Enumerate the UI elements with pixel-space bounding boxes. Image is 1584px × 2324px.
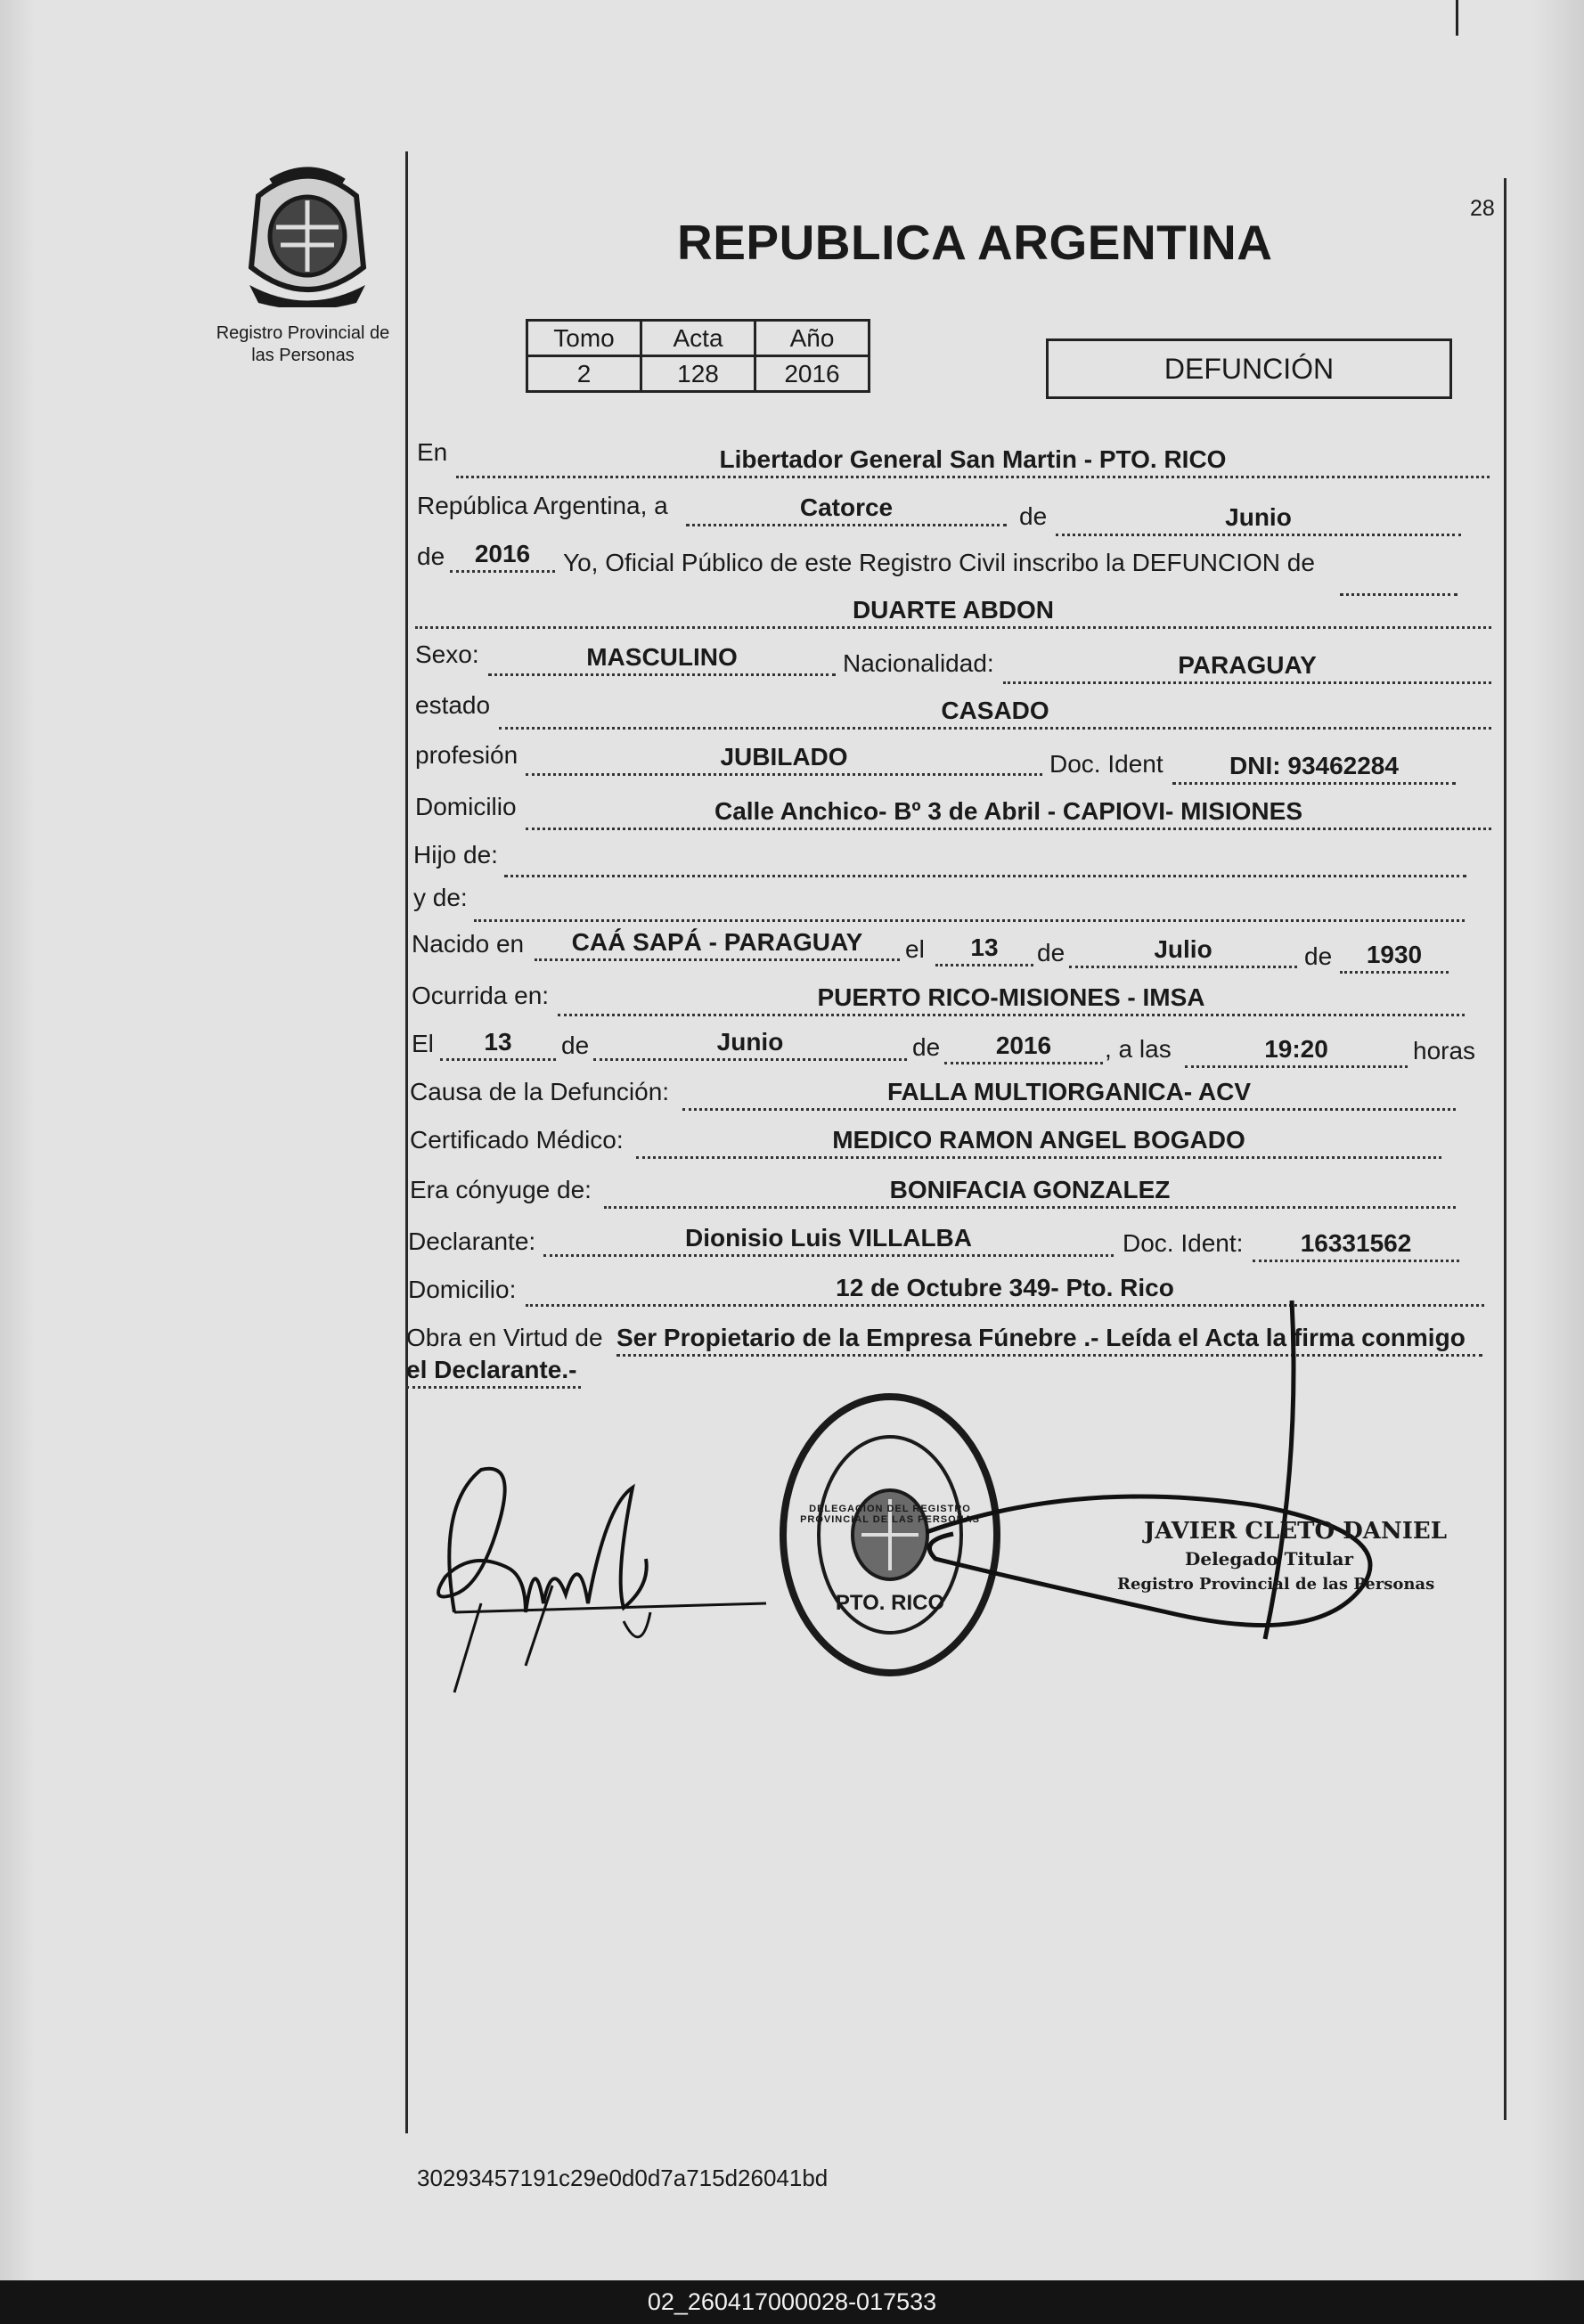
file-footer: 02_260417000028-017533 [0,2280,1584,2324]
field-doc: DNI: 93462284 [1172,750,1456,785]
registry-value-anio: 2016 [755,356,870,392]
registry-value-tomo: 2 [527,356,641,392]
label-de-1: de [1019,502,1048,530]
official-office: Registro Provincial de las Personas [1117,1575,1435,1594]
label-de-2: de [417,542,445,570]
label-causa: Causa de la Defunción: [410,1078,670,1105]
label-de-6: de [912,1033,941,1061]
field-ocurrida: PUERTO RICO-MISIONES - IMSA [558,982,1465,1016]
field-obra-1: Ser Propietario de la Empresa Fúnebre .- Leída el Acta la firma conmigo [616,1322,1482,1357]
registry-value-acta: 128 [641,356,755,392]
label-de-3: de [1037,939,1066,966]
field-hora: 19:20 [1185,1033,1408,1068]
declarant-signature-icon [401,1452,775,1701]
official-role: Delegado Titular [1185,1548,1353,1570]
field-causa: FALLA MULTIORGANICA- ACV [682,1076,1456,1111]
field-nacido-dia: 13 [935,932,1033,966]
field-muerte-anio: 2016 [944,1030,1103,1064]
field-place: Libertador General San Martin - PTO. RICO [456,444,1490,478]
label-domicilio-2: Domicilio: [408,1276,517,1303]
field-domicilio: Calle Anchico- Bº 3 de Abril - CAPIOVI- MISIONES [526,795,1491,830]
label-doc: Doc. Ident [1049,750,1164,778]
field-estado: CASADO [499,695,1491,730]
label-declarante-doc: Doc. Ident: [1123,1229,1244,1257]
page-edge-shadow [0,0,36,2280]
margin-rule-right [1504,178,1506,2120]
field-statement-continuation [1340,561,1457,596]
field-year: 2016 [450,538,555,573]
field-y-de [474,887,1465,922]
label-en: En [417,438,448,466]
label-horas: horas [1413,1037,1476,1064]
page-edge-shadow-right [1531,0,1584,2280]
label-certificado: Certificado Médico: [410,1126,624,1154]
label-nacido: Nacido en [412,930,525,958]
registry-table [526,319,870,393]
document-hash: 30293457191c29e0d0d7a715d26041bd [417,2165,829,2191]
official-signature-icon [900,1292,1470,1666]
seal-inner-text: PTO. RICO [835,1591,945,1615]
field-declarante-doc: 16331562 [1253,1227,1459,1262]
label-ocurrida: Ocurrida en: [412,982,550,1009]
field-sexo: MASCULINO [488,641,836,676]
label-nacionalidad: Nacionalidad: [843,649,994,677]
label-declarante: Declarante: [408,1227,536,1255]
label-el: el [905,935,925,963]
label-republica: República Argentina, a [417,492,668,519]
province-emblem-icon [241,160,374,307]
field-month: Junio [1056,501,1461,536]
field-day-words: Catorce [686,492,1007,526]
field-obra-2: el Declarante.- [406,1354,581,1389]
label-sexo: Sexo: [415,640,479,668]
field-muerte-dia: 13 [440,1026,556,1061]
field-declarante: Dionisio Luis VILLALBA [543,1222,1114,1257]
field-nacido-mes: Julio [1069,934,1297,968]
official-name: JAVIER CLETO DANIEL [1144,1518,1447,1545]
registry-header-anio: Año [755,321,870,356]
registry-header-acta: Acta [641,321,755,356]
label-y-de: y de: [413,884,468,911]
statement-text: Yo, Oficial Público de este Registro Civil inscribo la DEFUNCION de [563,549,1315,576]
label-profesion: profesión [415,741,518,769]
field-hijo [504,843,1466,877]
record-type-box: DEFUNCIÓN [1046,338,1452,399]
registry-header-tomo: Tomo [527,321,641,356]
field-muerte-mes: Junio [593,1026,907,1061]
field-deceased-name: DUARTE ABDON [415,594,1491,629]
label-conyuge: Era cónyuge de: [410,1176,592,1203]
field-domicilio-2: 12 de Octubre 349- Pto. Rico [526,1272,1484,1307]
label-obra: Obra en Virtud de [406,1324,603,1351]
document-title: REPUBLICA ARGENTINA [677,215,1273,270]
label-el-2: El [412,1030,434,1057]
field-nacido-lugar: CAÁ SAPÁ - PARAGUAY [535,926,900,961]
label-hijo: Hijo de: [413,841,498,868]
page-number: 28 [1470,196,1495,221]
field-certificado: MEDICO RAMON ANGEL BOGADO [636,1124,1441,1159]
agency-name: Registro Provincial de las Personas [216,323,390,365]
field-profesion: JUBILADO [526,741,1042,776]
label-a-las: , a las [1105,1035,1172,1063]
field-nacionalidad: PARAGUAY [1003,649,1491,684]
label-de-4: de [1304,942,1333,970]
margin-rule-left [405,151,408,2133]
label-estado: estado [415,691,491,719]
label-de-5: de [561,1032,590,1059]
label-domicilio: Domicilio [415,793,517,820]
seal-ring-text: DELEGACION DEL REGISTRO PROVINCIAL DE LAS PERSONAS [800,1504,980,1525]
field-conyuge: BONIFACIA GONZALEZ [604,1174,1456,1209]
field-nacido-anio: 1930 [1340,939,1449,974]
corner-mark [1456,0,1458,36]
